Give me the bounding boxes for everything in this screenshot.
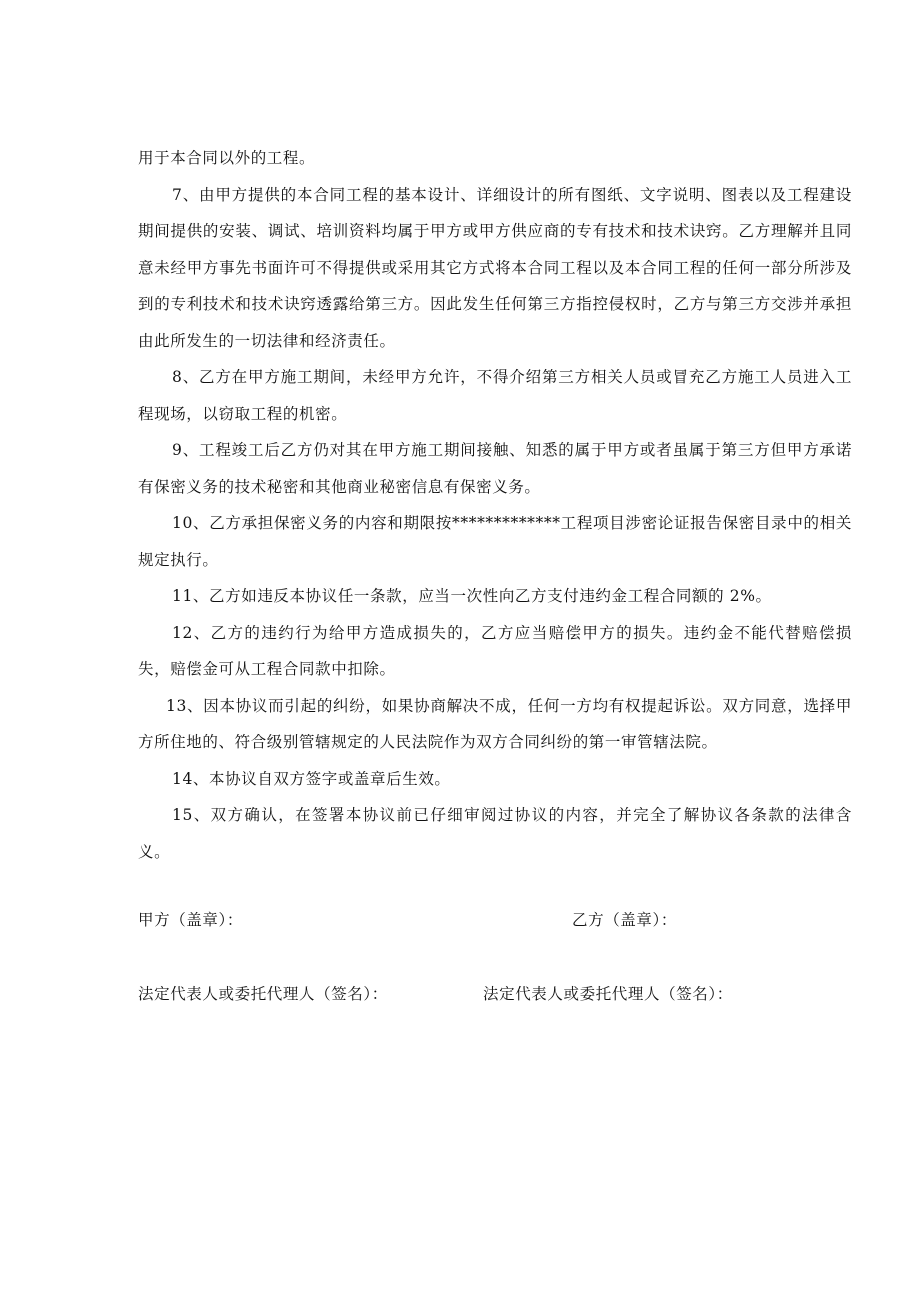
clause-9: 9、工程竣工后乙方仍对其在甲方施工期间接触、知悉的属于甲方或者虽属于第三方但甲方承诺有保密义务的技术秘密和其他商业秘密信息有保密义务。 [138,441,852,496]
clause-14: 14、本协议自双方签字或盖章后生效。 [172,769,451,788]
document-body [138,140,852,870]
clause-15: 15、双方确认，在签署本协议前已仔细审阅过协议的内容，并完全了解协议各条款的法律含义。 [138,806,852,861]
clause-7: 7、由甲方提供的本合同工程的基本设计、详细设计的所有图纸、文字说明、图表以及工程建设期间提供的安装、调试、培训资料均属于甲方或甲方供应商的专有技术和技术诀窍。乙方理解并且同意未经甲方事先书面许可不得提供或采用其它方式将本合同工程以及本合同工程的任何一部分所涉及到的专利技术和技术诀窍透露给第三方。因此发生任何第三方指控侵权时，乙方与第三方交涉并承担由此所发生的一切法律和经济责任。 [138,185,852,350]
paragraph-continuation: 用于本合同以外的工程。 [138,149,316,167]
clause-11: 11、乙方如违反本协议任一条款，应当一次性向乙方支付违约金工程合同额的 2%。 [172,587,772,605]
party-a-seal-label: 甲方（盖章）： [138,911,243,929]
party-b-seal-label: 乙方（盖章）： [572,911,677,929]
party-a-rep-label: 法定代表人或委托代理人（签名）： [138,985,388,1003]
clause-8: 8、乙方在甲方施工期间，未经甲方允许，不得介绍第三方相关人员或冒充乙方施工人员进入工程现场，以窃取工程的机密。 [138,368,852,423]
clause-13: 13、因本协议而引起的纠纷，如果协商解决不成，任何一方均有权提起诉讼。双方同意，选择甲方所住地的、符合级别管辖规定的人民法院作为双方合同纠纷的第一审管辖法院。 [138,696,852,751]
clause-12: 12、乙方的违约行为给甲方造成损失的，乙方应当赔偿甲方的损失。违约金不能代替赔偿损失，赔偿金可从工程合同款中扣除。 [138,623,852,678]
party-b-rep-label: 法定代表人或委托代理人（签名）： [483,985,733,1003]
clause-10: 10、乙方承担保密义务的内容和期限按*************工程项目涉密论证报告保密目录中的相关规定执行。 [138,514,852,569]
